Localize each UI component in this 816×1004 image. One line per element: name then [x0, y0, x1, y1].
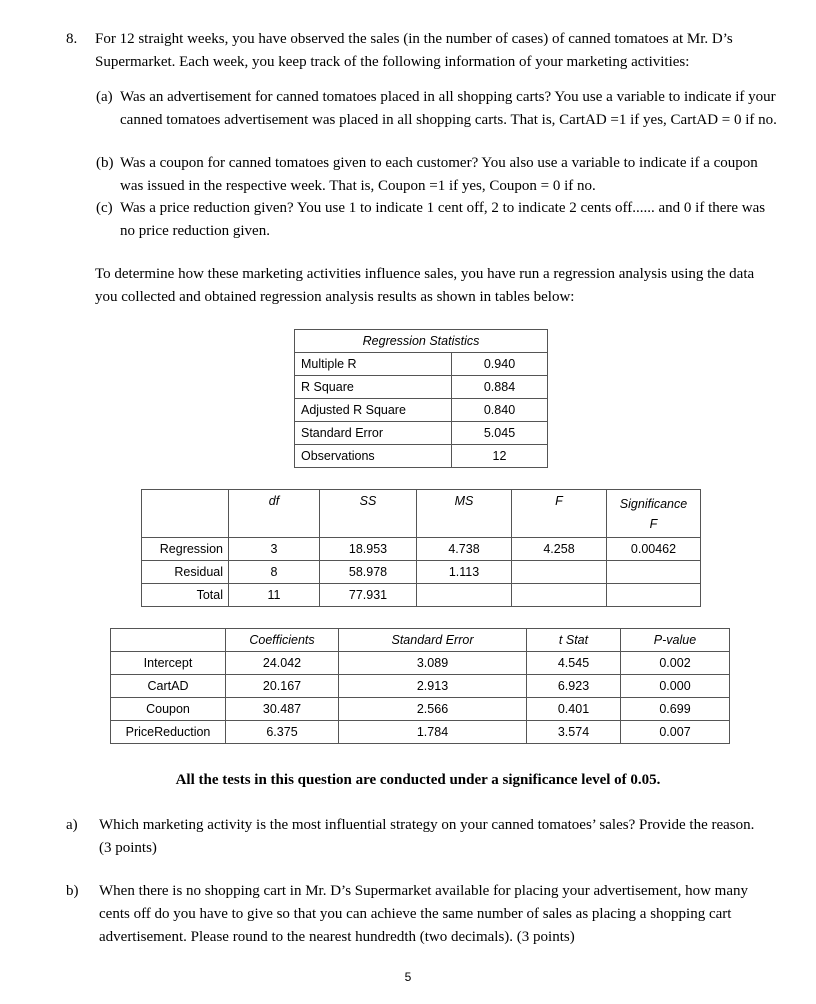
regression-statistics-title: Regression Statistics [295, 330, 548, 353]
coef-header-standard-error: Standard Error [339, 629, 527, 652]
table-row [142, 561, 701, 584]
coef-p: 0.002 [621, 652, 730, 675]
coef-se: 1.784 [339, 721, 527, 744]
anova-ss: 18.953 [320, 538, 417, 561]
anova-f [512, 584, 607, 607]
coef-value: 24.042 [226, 652, 339, 675]
table-row [142, 490, 701, 538]
table-row [111, 629, 730, 652]
sub-item-label: (c) [96, 200, 113, 216]
stat-value: 0.884 [452, 376, 548, 399]
prompt-text: When there is no shopping cart in Mr. D’s Supermarket available for placing your advertisement, how many cents off do you have to give so that you can achieve the same number of sales as placing a shopping cart advertisement. Please round to the nearest hundredth (two decimals). (3 points) [99, 883, 748, 945]
sub-item-text: Was a price reduction given? You use 1 to indicate 1 cent off, 2 to indicate 2 cents off...... and 0 if there was no price reduction given. [120, 200, 766, 239]
anova-ss: 77.931 [320, 584, 417, 607]
stat-label: Multiple R [295, 353, 452, 376]
table-row [295, 353, 548, 376]
anova-header-ms: MS [417, 490, 512, 538]
coef-t: 4.545 [527, 652, 621, 675]
anova-sig [607, 584, 701, 607]
stat-value: 0.840 [452, 399, 548, 422]
coef-p: 0.007 [621, 721, 730, 744]
table-row [295, 422, 548, 445]
stat-value: 0.940 [452, 353, 548, 376]
coef-header-t-stat: t Stat [527, 629, 621, 652]
anova-ms [417, 584, 512, 607]
prompt-a [66, 814, 766, 860]
coef-row-label: CartAD [111, 675, 226, 698]
sub-item-label: (b) [96, 155, 114, 171]
coef-t: 6.923 [527, 675, 621, 698]
anova-header-blank [142, 490, 229, 538]
anova-df: 11 [229, 584, 320, 607]
anova-df: 3 [229, 538, 320, 561]
significance-line-2: F [649, 517, 658, 531]
anova-f [512, 561, 607, 584]
stat-value: 5.045 [452, 422, 548, 445]
coef-row-label: PriceReduction [111, 721, 226, 744]
coef-header-blank [111, 629, 226, 652]
stat-label: R Square [295, 376, 452, 399]
anova-df: 8 [229, 561, 320, 584]
anova-sig: 0.00462 [607, 538, 701, 561]
stat-label: Standard Error [295, 422, 452, 445]
table-row [295, 399, 548, 422]
anova-ms: 1.113 [417, 561, 512, 584]
anova-ms: 4.738 [417, 538, 512, 561]
table-row [295, 445, 548, 468]
coef-se: 2.913 [339, 675, 527, 698]
coef-se: 2.566 [339, 698, 527, 721]
regression-statistics-table [294, 329, 548, 468]
coef-se: 3.089 [339, 652, 527, 675]
stat-label: Adjusted R Square [295, 399, 452, 422]
anova-f: 4.258 [512, 538, 607, 561]
anova-header-significance [607, 490, 701, 538]
anova-row-label: Total [142, 584, 229, 607]
table-row [142, 538, 701, 561]
table-row [111, 652, 730, 675]
coef-value: 20.167 [226, 675, 339, 698]
coef-row-label: Coupon [111, 698, 226, 721]
significance-note: All the tests in this question are conducted under a significance level of 0.05. [175, 772, 661, 788]
page-number: 5 [404, 970, 412, 984]
sub-item-label: (a) [96, 89, 113, 105]
determine-paragraph: To determine how these marketing activities influence sales, you have run a regression analysis using the data you collected and obtained regression analysis results as shown in tables below: [95, 266, 755, 305]
coef-header-p-value: P-value [621, 629, 730, 652]
table-row [111, 721, 730, 744]
anova-header-f: F [512, 490, 607, 538]
anova-table [141, 489, 701, 607]
coef-t: 3.574 [527, 721, 621, 744]
anova-ss: 58.978 [320, 561, 417, 584]
anova-header-ss: SS [320, 490, 417, 538]
coef-header-coefficients: Coefficients [226, 629, 339, 652]
coef-value: 6.375 [226, 721, 339, 744]
prompt-label: a) [66, 817, 78, 833]
stat-label: Observations [295, 445, 452, 468]
question-intro: For 12 straight weeks, you have observed the sales (in the number of cases) of canned tomatoes at Mr. D’s Supermarket. Each week, you keep track of the following information of your marketing activities: [95, 31, 733, 70]
significance-line-1: Significance [619, 497, 688, 511]
anova-sig [607, 561, 701, 584]
coef-t: 0.401 [527, 698, 621, 721]
coefficients-table [110, 628, 730, 744]
sub-item-c [96, 197, 786, 243]
anova-row-label: Regression [142, 538, 229, 561]
prompt-label: b) [66, 883, 79, 899]
anova-header-df: df [229, 490, 320, 538]
question-number: 8. [66, 31, 78, 47]
table-row [111, 675, 730, 698]
table-row [111, 698, 730, 721]
stat-value: 12 [452, 445, 548, 468]
table-row [142, 584, 701, 607]
sub-item-text: Was an advertisement for canned tomatoes placed in all shopping carts? You use a variable to indicate if your canned tomatoes advertisement was placed in all shopping carts. That is, CartAD =1 if yes, CartAD = 0 if no. [120, 89, 777, 128]
prompt-text: Which marketing activity is the most influential strategy on your canned tomatoes’ sales? Provide the reason. (3 points) [99, 817, 755, 856]
sub-item-b [96, 152, 786, 198]
coef-row-label: Intercept [111, 652, 226, 675]
prompt-b [66, 880, 766, 950]
sub-item-text: Was a coupon for canned tomatoes given to each customer? You also use a variable to indicate if a coupon was issued in the respective week. That is, Coupon =1 if yes, Coupon = 0 if no. [120, 155, 758, 194]
coef-p: 0.000 [621, 675, 730, 698]
coef-value: 30.487 [226, 698, 339, 721]
table-row [295, 376, 548, 399]
anova-row-label: Residual [142, 561, 229, 584]
coef-p: 0.699 [621, 698, 730, 721]
table-row [295, 330, 548, 353]
sub-item-a [96, 86, 786, 152]
